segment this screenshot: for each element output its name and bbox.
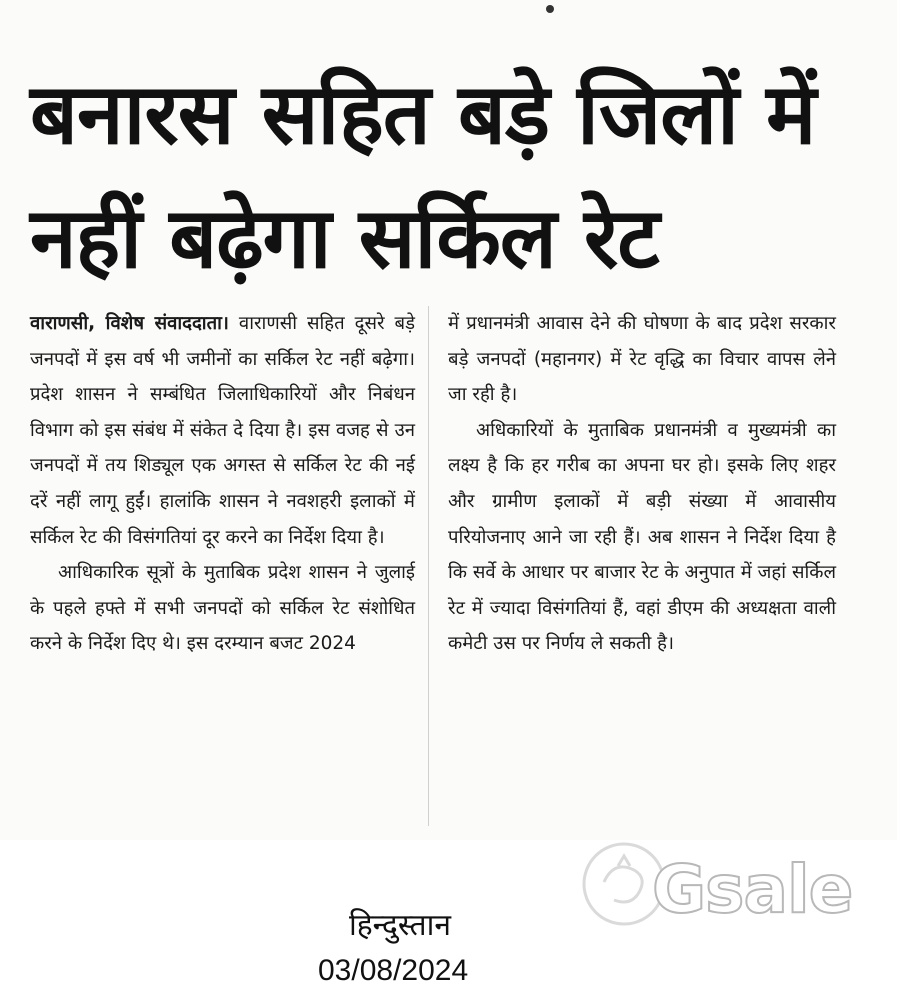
article-headline bbox=[30, 52, 860, 300]
article-paragraph: आधिकारिक सूत्रों के मुताबिक प्रदेश शासन ने जुलाई के पहले हफ्ते में सभी जनपदों को सर्किल रेट संशोधित करने के निर्देश दिए थे। इस दरम्यान बजट 2024 bbox=[30, 562, 415, 655]
decorative-dot bbox=[546, 5, 554, 13]
article-paragraph bbox=[30, 306, 415, 555]
paragraph-text: वाराणसी सहित दूसरे बड़े जनपदों में इस वर्ष भी जमीनों का सर्किल रेट नहीं बढ़ेगा। प्रदेश शासन ने सम्बंधित जिलाधिकारियों और निबंधन विभाग को इस संबंध में संकेत दे दिया है। इस वजह से उन जनपदों में तय शिड्यूल एक अगस्त से सर्किल रेट की नई दरें नहीं लागू हुईं। हालांकि शासन ने नवशहरी इलाकों में सर्किल रेट की विसंगतियां दूर करने का निर्देश दिया है। bbox=[30, 313, 415, 548]
article-paragraph: में प्रधानमंत्री आवास देने की घोषणा के बाद प्रदेश सरकार बड़े जनपदों (महानगर) में रेट वृद्धि का विचार वापस लेने जा रही है। bbox=[448, 313, 836, 406]
watermark-text: Gsale bbox=[652, 851, 853, 928]
date-caption: 03/08/2024 bbox=[318, 954, 469, 987]
article-column-left bbox=[30, 306, 415, 662]
headline-line-1: बनारस सहित बड़े जिलों में bbox=[30, 65, 816, 163]
source-caption: हिन्दुस्तान bbox=[348, 908, 452, 943]
article-column-right bbox=[448, 306, 836, 662]
headline-line-2: नहीं बढ़ेगा सर्किल रेट bbox=[30, 189, 659, 287]
dateline: वाराणसी, विशेष संवाददाता। bbox=[30, 313, 229, 334]
column-divider bbox=[428, 306, 429, 826]
article-paragraph: अधिकारियों के मुताबिक प्रधानमंत्री व मुख्यमंत्री का लक्ष्य है कि हर गरीब का अपना घर हो। इसके लिए शहर और ग्रामीण इलाकों में बड़ी संख्या में आवासीय परियोजनाए आने जा रही हैं। अब शासन ने निर्देश दिया है कि सर्वे के आधार पर बाजार रेट के अनुपात में जहां सर्किल रेट में ज्यादा विसंगतियां हैं, वहां डीएम की अध्यक्षता वाली कमेटी उस पर निर्णय ले सकती है। bbox=[448, 419, 836, 655]
